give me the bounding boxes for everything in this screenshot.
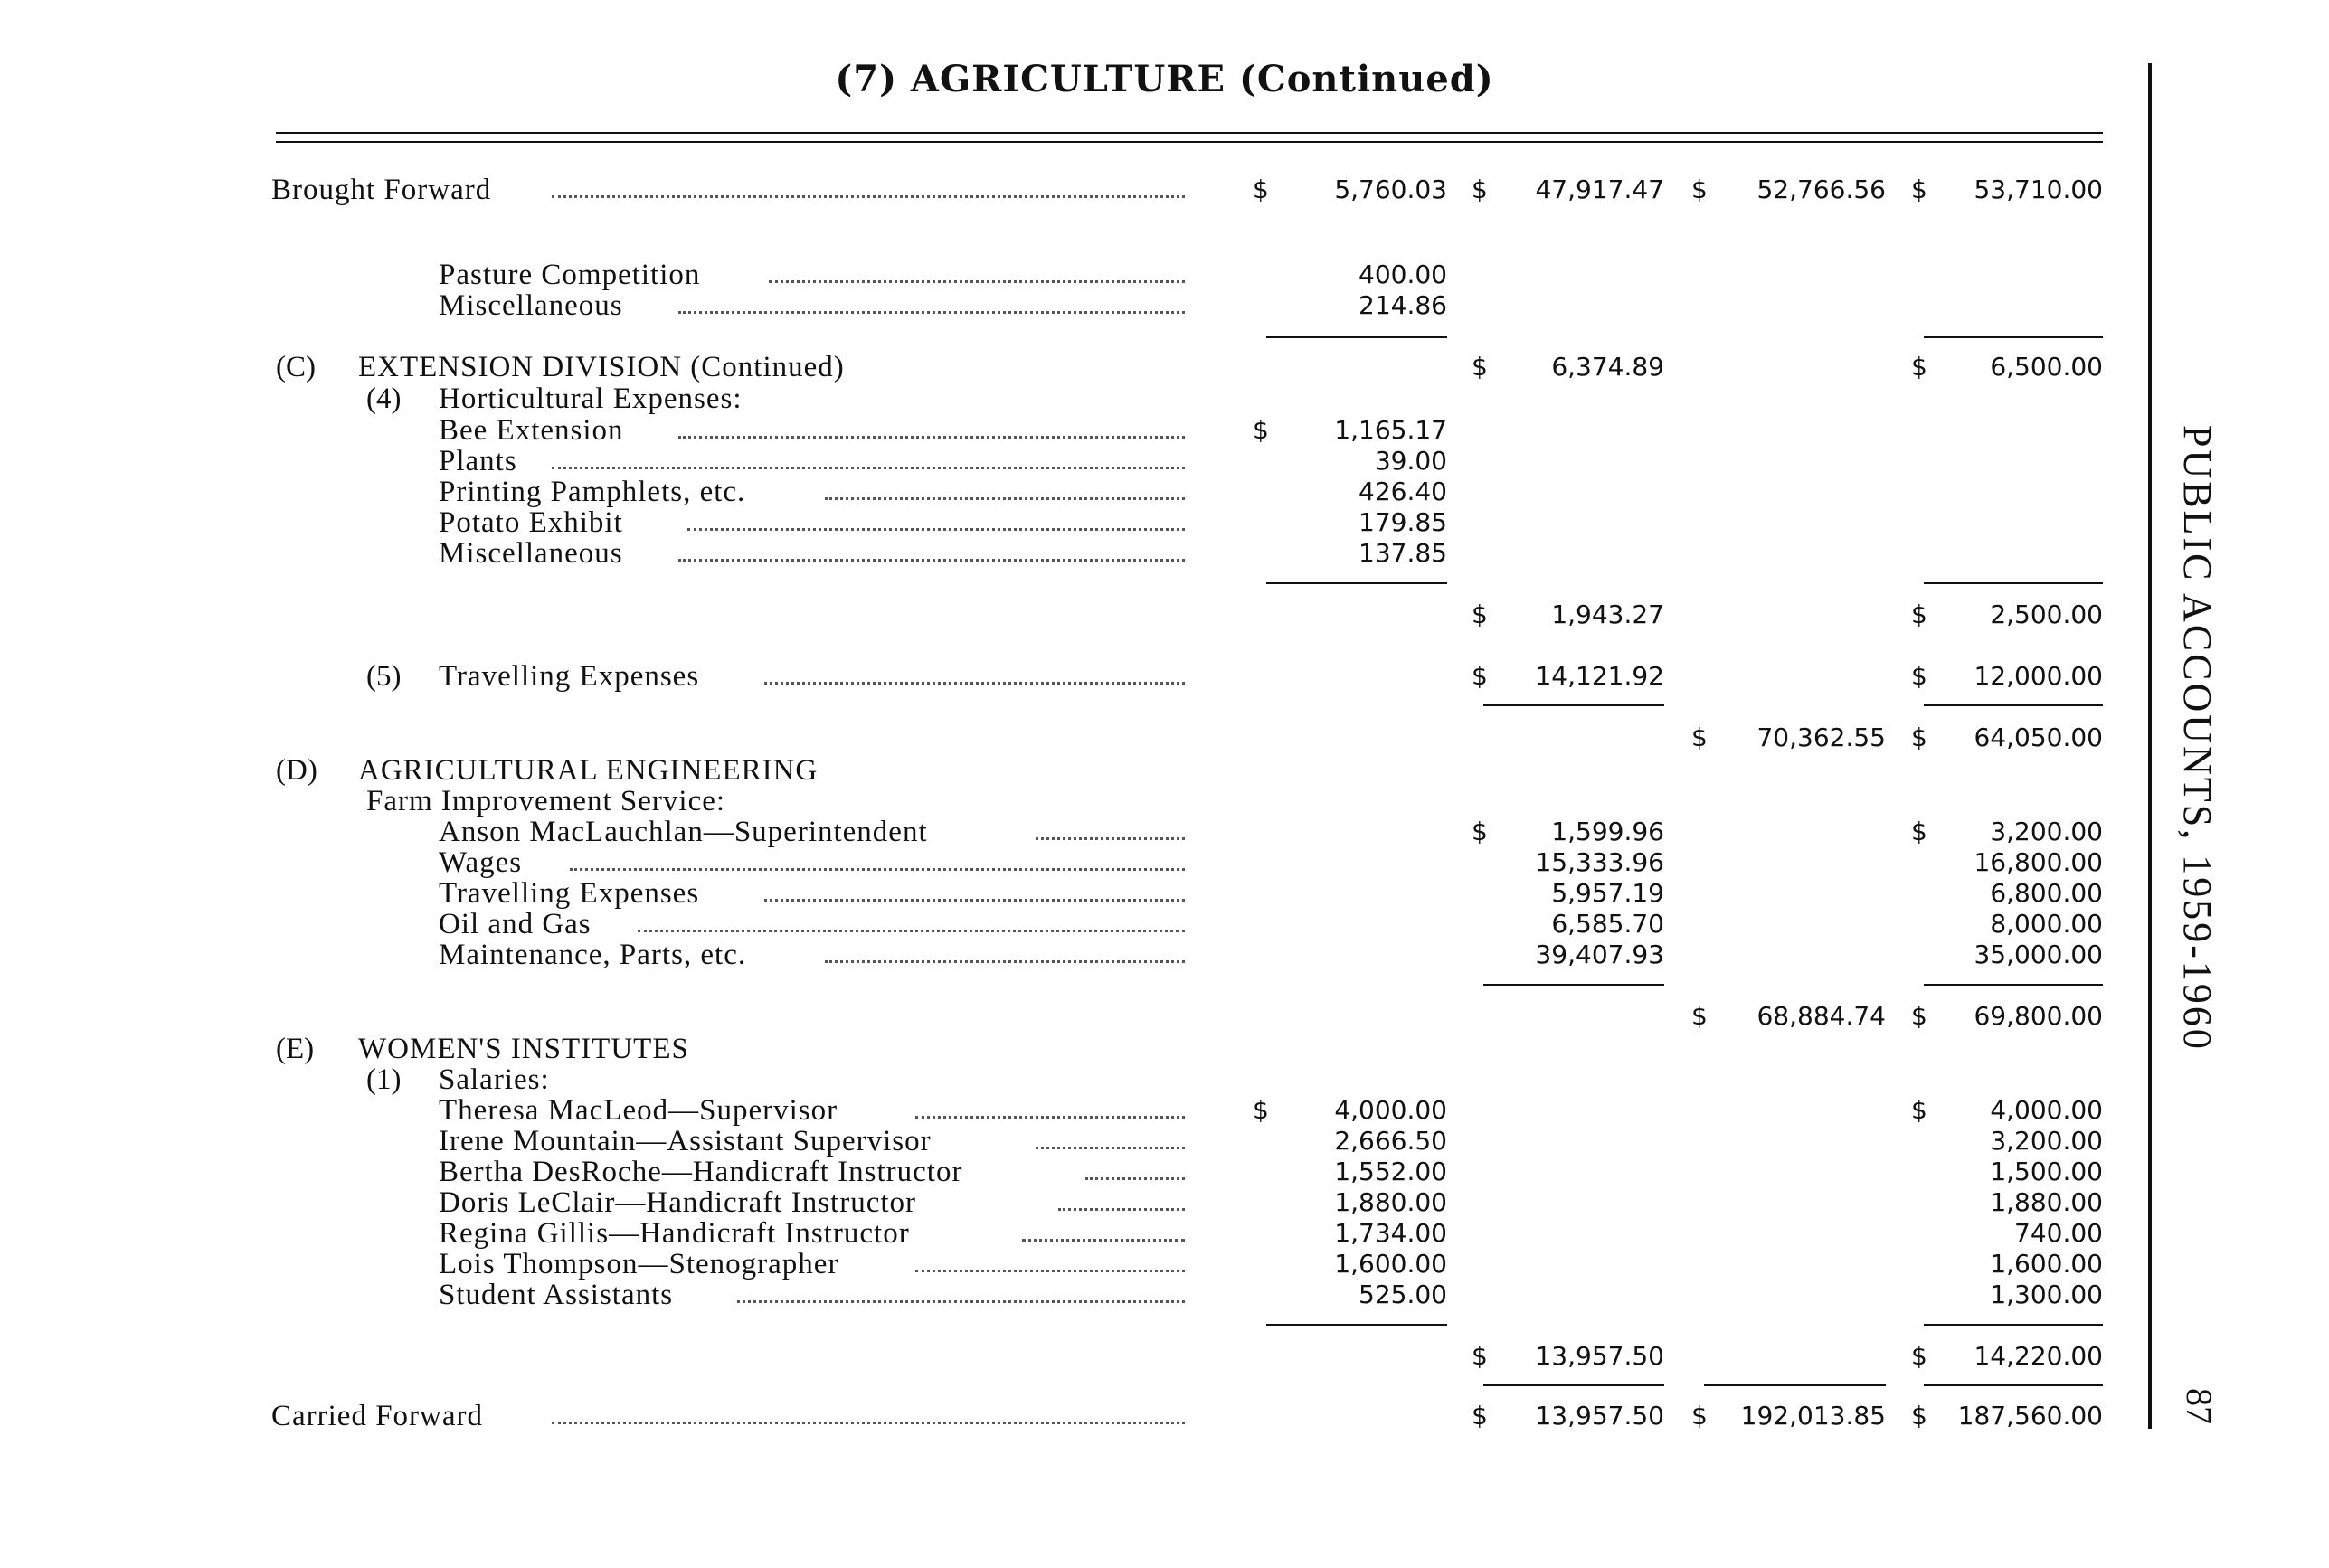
row-label: Oil and Gas	[439, 908, 592, 940]
amount-col1: 1,734.00	[1334, 1218, 1447, 1248]
leader-dots	[1022, 1239, 1185, 1242]
row-label: Pasture Competition	[439, 259, 701, 291]
amount-col2: 39,407.93	[1535, 940, 1664, 969]
currency-sign: $	[1253, 415, 1269, 445]
amount-col4: 1,600.00	[1990, 1249, 2103, 1279]
currency-sign: $	[1911, 600, 1927, 629]
row-label: Plants	[439, 445, 517, 477]
amount-col4: 8,000.00	[1990, 909, 2103, 939]
amount-col4: 6,800.00	[1990, 878, 2103, 908]
amount-col4: 4,000.00	[1990, 1095, 2103, 1125]
subsection-heading: Horticultural Expenses:	[439, 383, 743, 415]
section-prefix: (D)	[276, 754, 317, 787]
leader-dots	[552, 1422, 1185, 1424]
subtotal-rule	[1924, 704, 2103, 706]
currency-sign: $	[1911, 175, 1927, 204]
amount-col4: 2,500.00	[1990, 600, 2103, 629]
amount-col1: 5,760.03	[1334, 175, 1447, 204]
subsection-heading: Farm Improvement Service:	[366, 785, 726, 817]
amount-col1: 4,000.00	[1334, 1095, 1447, 1125]
amount-col2: 14,121.92	[1535, 661, 1664, 691]
amount-col2: 13,957.50	[1535, 1341, 1664, 1371]
amount-col3: 52,766.56	[1756, 175, 1886, 204]
currency-sign: $	[1472, 1401, 1488, 1431]
title-rule-top	[276, 132, 2103, 134]
leader-dots	[769, 280, 1185, 283]
leader-dots	[1085, 1177, 1185, 1180]
misc2-row	[0, 535, 2171, 571]
amount-col1: 1,552.00	[1334, 1157, 1447, 1186]
section-prefix: (E)	[276, 1033, 315, 1065]
subtotal-rule	[1924, 1324, 2103, 1326]
travelling-expenses-row	[0, 658, 2171, 694]
amount-col2: 6,585.70	[1551, 909, 1664, 939]
leader-dots	[737, 1300, 1185, 1303]
ag-engineering-total-row	[0, 998, 2171, 1034]
section-prefix: (5)	[366, 660, 402, 693]
subtotal-rule	[1924, 984, 2103, 986]
leader-dots	[552, 195, 1185, 198]
horticultural-total-row	[0, 597, 2171, 633]
extension-total-row	[0, 720, 2171, 756]
row-label: Brought Forward	[271, 174, 492, 206]
leader-dots	[825, 497, 1185, 500]
student-row	[0, 1277, 2171, 1313]
amount-col4: 1,880.00	[1990, 1187, 2103, 1217]
amount-col1: 426.40	[1359, 477, 1447, 506]
amount-col1: 179.85	[1359, 507, 1447, 537]
section-prefix: (1)	[366, 1063, 402, 1096]
amount-col4: 3,200.00	[1990, 1126, 2103, 1156]
currency-sign: $	[1472, 175, 1488, 204]
amount-col1: 1,600.00	[1334, 1249, 1447, 1279]
currency-sign: $	[1691, 1001, 1708, 1031]
currency-sign: $	[1253, 1095, 1269, 1125]
row-label: Anson MacLauchlan—Superintendent	[439, 816, 928, 848]
amount-col1: 39.00	[1374, 446, 1447, 476]
horticultural-row	[0, 381, 2171, 417]
subtotal-rule	[1924, 336, 2103, 338]
row-label: Bertha DesRoche—Handicraft Instructor	[439, 1156, 963, 1188]
extension-division-row	[0, 349, 2171, 385]
section-heading: WOMEN'S INSTITUTES	[358, 1033, 689, 1065]
row-label: Printing Pamphlets, etc.	[439, 476, 746, 508]
subtotal-rule	[1483, 984, 1664, 986]
row-label: Bee Extension	[439, 414, 624, 447]
leader-dots	[764, 899, 1185, 902]
amount-col2: 47,917.47	[1535, 175, 1664, 204]
subsection-heading: Salaries:	[439, 1063, 550, 1096]
currency-sign: $	[1472, 1341, 1488, 1371]
running-header: PUBLIC ACCOUNTS, 1959-1960	[2175, 425, 2220, 1052]
amount-col1: 214.86	[1359, 290, 1447, 320]
amount-col1: 400.00	[1359, 260, 1447, 289]
total-rule	[1704, 1384, 1886, 1386]
amount-col4: 1,500.00	[1990, 1157, 2103, 1186]
leader-dots	[915, 1116, 1185, 1119]
currency-sign: $	[1253, 175, 1269, 204]
section-prefix: (C)	[276, 351, 316, 383]
amount-col2: 1,599.96	[1551, 817, 1664, 846]
carried-forward-row	[0, 1398, 2171, 1434]
row-label: Potato Exhibit	[439, 506, 623, 539]
currency-sign: $	[1911, 1401, 1927, 1431]
currency-sign: $	[1911, 817, 1927, 846]
amount-col4: 14,220.00	[1974, 1341, 2103, 1371]
leader-dots	[1036, 837, 1185, 840]
amount-col2: 13,957.50	[1535, 1401, 1664, 1431]
row-label: Doris LeClair—Handicraft Instructor	[439, 1186, 917, 1219]
row-label: Travelling Expenses	[439, 660, 700, 693]
row-label: Theresa MacLeod—Supervisor	[439, 1094, 838, 1127]
row-label: Wages	[439, 846, 523, 879]
currency-sign: $	[1691, 1401, 1708, 1431]
amount-col4: 12,000.00	[1974, 661, 2103, 691]
amount-col1: 2,666.50	[1334, 1126, 1447, 1156]
row-label: Miscellaneous	[439, 537, 623, 570]
page-title: (7) AGRICULTURE (Continued)	[835, 58, 1494, 100]
amount-col4: 16,800.00	[1974, 847, 2103, 877]
amount-col3: 68,884.74	[1756, 1001, 1886, 1031]
row-label: Maintenance, Parts, etc.	[439, 939, 747, 971]
leader-dots	[687, 528, 1185, 531]
amount-col1: 137.85	[1359, 538, 1447, 568]
subtotal-rule	[1266, 1324, 1447, 1326]
leader-dots	[915, 1270, 1185, 1272]
amount-col2: 5,957.19	[1551, 878, 1664, 908]
currency-sign: $	[1691, 723, 1708, 752]
amount-col4: 740.00	[2014, 1218, 2103, 1248]
page-number: 87	[2179, 1388, 2220, 1424]
total-rule	[1483, 1384, 1664, 1386]
leader-dots	[552, 467, 1185, 469]
amount-col1: 1,880.00	[1334, 1187, 1447, 1217]
row-label: Student Assistants	[439, 1279, 674, 1311]
margin-vertical-rule	[2148, 63, 2152, 1429]
row-label: Miscellaneous	[439, 289, 623, 322]
maintenance-row	[0, 937, 2171, 973]
currency-sign: $	[1911, 1095, 1927, 1125]
amount-col1: 1,165.17	[1334, 415, 1447, 445]
amount-col4: 6,500.00	[1990, 352, 2103, 382]
amount-col4: 3,200.00	[1990, 817, 2103, 846]
leader-dots	[1058, 1208, 1185, 1211]
leader-dots	[678, 436, 1185, 439]
currency-sign: $	[1472, 661, 1488, 691]
currency-sign: $	[1911, 1341, 1927, 1371]
currency-sign: $	[1911, 1001, 1927, 1031]
currency-sign: $	[1911, 723, 1927, 752]
amount-col3: 70,362.55	[1756, 723, 1886, 752]
subtotal-rule	[1924, 582, 2103, 584]
amount-col3: 192,013.85	[1740, 1401, 1886, 1431]
currency-sign: $	[1472, 352, 1488, 382]
amount-col2: 6,374.89	[1551, 352, 1664, 382]
amount-col1: 525.00	[1359, 1280, 1447, 1309]
section-heading: AGRICULTURAL ENGINEERING	[358, 754, 819, 787]
title-rule-bottom	[276, 141, 2103, 143]
amount-col4: 64,050.00	[1974, 723, 2103, 752]
amount-col4: 1,300.00	[1990, 1280, 2103, 1309]
leader-dots	[764, 682, 1185, 685]
amount-col4: 53,710.00	[1974, 175, 2103, 204]
amount-col4: 35,000.00	[1974, 940, 2103, 969]
leader-dots	[678, 559, 1185, 562]
subtotal-rule	[1266, 582, 1447, 584]
leader-dots	[570, 868, 1185, 871]
row-label: Regina Gillis—Handicraft Instructor	[439, 1217, 910, 1250]
amount-col2: 15,333.96	[1535, 847, 1664, 877]
salaries-total-row	[0, 1338, 2171, 1374]
currency-sign: $	[1691, 175, 1708, 204]
leader-dots	[678, 311, 1185, 314]
row-label: Lois Thompson—Stenographer	[439, 1248, 839, 1280]
amount-col4: 187,560.00	[1957, 1401, 2103, 1431]
amount-col4: 69,800.00	[1974, 1001, 2103, 1031]
currency-sign: $	[1911, 352, 1927, 382]
leader-dots	[1036, 1147, 1185, 1149]
row-label: Travelling Expenses	[439, 877, 700, 910]
currency-sign: $	[1472, 817, 1488, 846]
amount-col2: 1,943.27	[1551, 600, 1664, 629]
total-rule	[1924, 1384, 2103, 1386]
currency-sign: $	[1911, 661, 1927, 691]
brought-forward-row	[0, 172, 2171, 208]
subtotal-rule	[1266, 336, 1447, 338]
row-label: Irene Mountain—Assistant Supervisor	[439, 1125, 932, 1157]
leader-dots	[825, 960, 1185, 963]
currency-sign: $	[1472, 600, 1488, 629]
section-prefix: (4)	[366, 383, 402, 415]
row-label: Carried Forward	[271, 1400, 484, 1432]
section-heading: EXTENSION DIVISION (Continued)	[358, 351, 845, 383]
misc1-row	[0, 288, 2171, 324]
subtotal-rule	[1483, 704, 1664, 706]
leader-dots	[638, 930, 1185, 932]
